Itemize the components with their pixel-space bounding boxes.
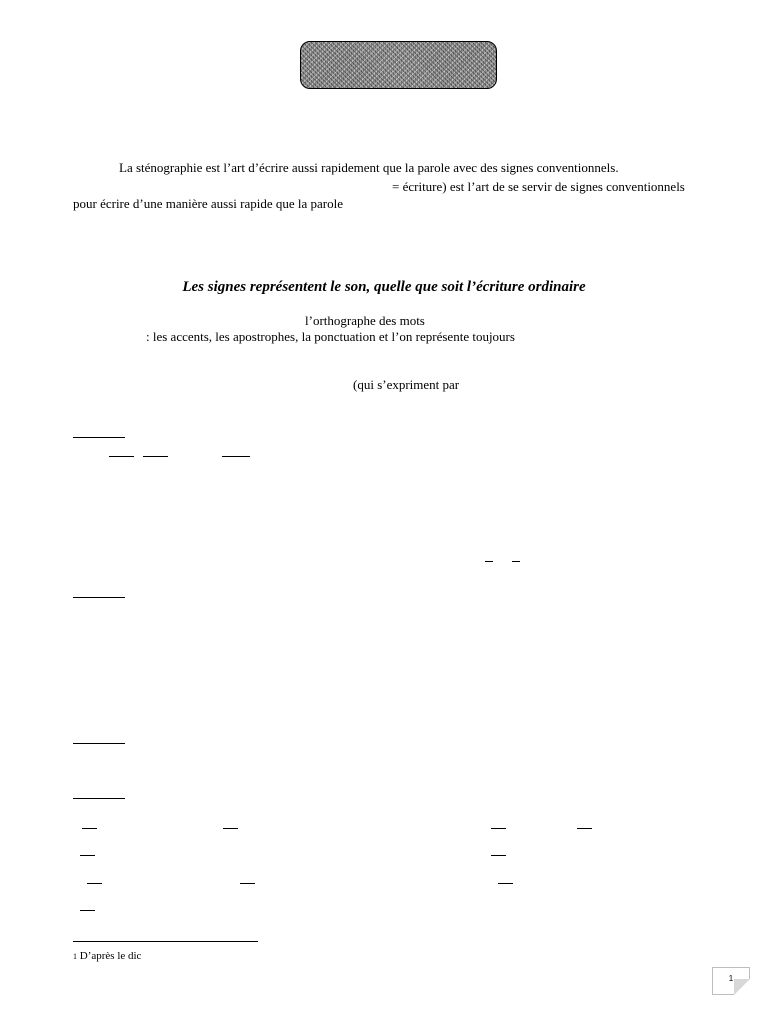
short-dash-1	[485, 561, 493, 562]
dash-r1-c2	[223, 828, 238, 829]
dash-r1-c3	[491, 828, 506, 829]
short-dash-2	[512, 561, 520, 562]
dash-r3-c1	[87, 883, 102, 884]
footnote-marker: 1	[73, 952, 77, 961]
page-number-box	[712, 967, 750, 995]
section-rule-3	[73, 743, 125, 744]
blank-underline-3	[222, 456, 250, 457]
footnote-separator	[73, 941, 258, 942]
orthography-line: l’orthographe des mots	[305, 313, 425, 328]
dash-r1-c1	[82, 828, 97, 829]
section-rule-2	[73, 597, 125, 598]
dash-r2-c2	[491, 855, 506, 856]
expression-line: (qui s’expriment par	[353, 377, 460, 392]
intro-line-2: = écriture) est l’art de se servir de signes conventionnels	[392, 179, 685, 194]
footnote-text: D’après le dic	[77, 950, 142, 962]
section-heading: Les signes représentent le son, quelle que soit l’écriture ordinaire	[182, 279, 586, 295]
dash-r2-c1	[80, 855, 95, 856]
dash-r3-c3	[498, 883, 513, 884]
dash-r3-c2	[240, 883, 255, 884]
blank-underline-2	[143, 456, 168, 457]
title-banner	[300, 41, 497, 89]
page-number: 1	[728, 974, 734, 983]
intro-line-3: pour écrire d’une manière aussi rapide que la parole	[73, 196, 343, 211]
dash-r4-c1	[80, 910, 95, 911]
blank-underline-1	[109, 456, 134, 457]
section-rule-1	[73, 437, 125, 438]
section-rule-4	[73, 798, 125, 799]
intro-line-1: La sténographie est l’art d’écrire aussi rapidement que la parole avec des signes conventionnels.	[119, 160, 619, 175]
dash-r1-c4	[577, 828, 592, 829]
accents-line: : les accents, les apostrophes, la ponctuation et l’on représente toujours	[146, 329, 515, 344]
footnote	[73, 949, 141, 963]
